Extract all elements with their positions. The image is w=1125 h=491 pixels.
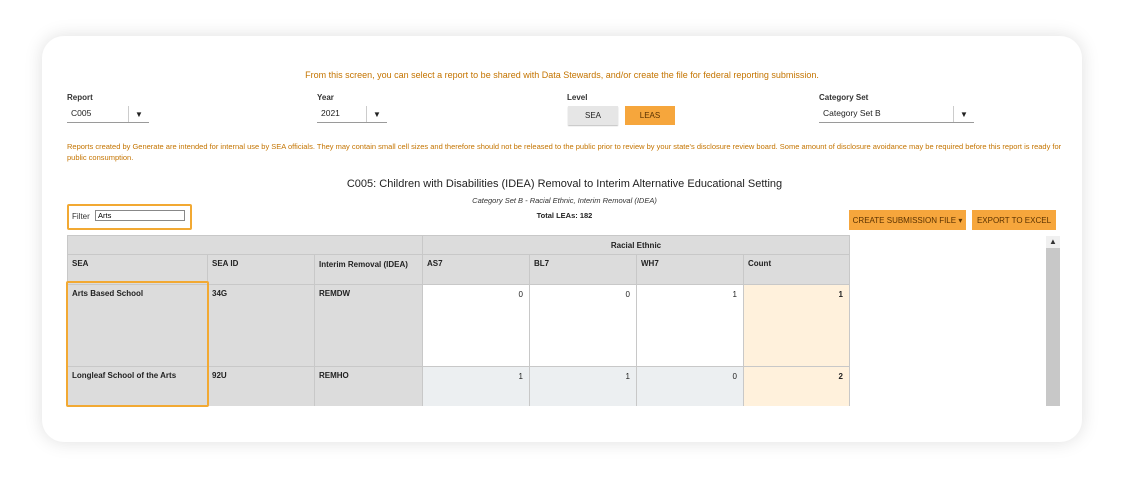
column-header-count[interactable]: Count [743, 254, 850, 284]
category-set-value: Category Set B [823, 108, 881, 118]
row-sea-name: Arts Based School [67, 284, 207, 366]
year-value: 2021 [321, 108, 340, 118]
row-wh7-value: 0 [636, 366, 743, 406]
level-leas-button[interactable]: LEAS [625, 106, 675, 125]
create-submission-label: CREATE SUBMISSION FILE [852, 215, 957, 225]
category-set-label: Category Set [819, 93, 869, 102]
category-set-select[interactable] [819, 106, 974, 123]
row-as7-value: 0 [422, 284, 529, 366]
row-bl7-value: 1 [529, 366, 636, 406]
total-count: Total LEAs: 182 [536, 211, 593, 220]
row-wh7-value: 1 [636, 284, 743, 366]
year-label: Year [317, 93, 334, 102]
year-select[interactable] [317, 106, 387, 123]
report-label: Report [67, 93, 93, 102]
report-card [42, 36, 1082, 442]
level-label: Level [567, 93, 588, 102]
report-select[interactable] [67, 106, 149, 123]
row-interim-removal: REMHO [314, 366, 422, 406]
caret-down-icon: ▾ [958, 215, 963, 225]
chevron-up-icon[interactable]: ▲ [1046, 236, 1060, 248]
table-scrollbar[interactable] [1046, 236, 1060, 406]
sea-column-highlight [66, 281, 209, 407]
row-bl7-value: 0 [529, 284, 636, 366]
row-as7-value: 1 [422, 366, 529, 406]
report-value: C005 [71, 108, 92, 118]
row-count-value: 1 [743, 284, 850, 366]
row-count-value: 2 [743, 366, 850, 406]
row-sea-name: Longleaf School of the Arts [67, 366, 207, 406]
report-subtitle: Category Set B - Racial Ethnic, Interim Removal (IDEA) [472, 196, 657, 205]
filter-input[interactable] [95, 210, 185, 221]
row-interim-removal: REMDW [314, 284, 422, 366]
create-submission-file-button[interactable] [849, 210, 966, 230]
report-notice: From this screen, you can select a report to be shared with Data Stewards, and/or create the file for federal reporting submission. [305, 70, 819, 80]
chevron-down-icon[interactable]: ▼ [953, 106, 974, 122]
chevron-down-icon[interactable]: ▼ [128, 106, 149, 122]
header-racial-ethnic: Racial Ethnic [422, 235, 850, 254]
chevron-down-icon[interactable]: ▼ [366, 106, 387, 122]
export-to-excel-button[interactable]: EXPORT TO EXCEL [972, 210, 1056, 230]
level-sea-button[interactable]: SEA [568, 106, 618, 125]
column-header-sea-id[interactable]: SEA ID [207, 254, 314, 284]
column-header-bl7[interactable]: BL7 [529, 254, 636, 284]
filter-label: Filter [72, 212, 90, 221]
disclaimer-text: Reports created by Generate are intended for internal use by SEA officials. They may contain small cell sizes and therefore should not be released to the public prior to review by your state's disclosure review board. Some amount of disclosure avoidance may be required before this report is ready for public consumption. [67, 142, 1062, 162]
column-header-sea[interactable]: SEA [67, 254, 207, 284]
column-header-as7[interactable]: AS7 [422, 254, 529, 284]
column-header-wh7[interactable]: WH7 [636, 254, 743, 284]
row-sea-id: 92U [207, 366, 314, 406]
header-spacer [67, 235, 422, 254]
filter-box [67, 204, 192, 230]
report-title: C005: Children with Disabilities (IDEA) Removal to Interim Alternative Educational Setting [346, 178, 783, 190]
row-sea-id: 34G [207, 284, 314, 366]
column-header-interim-removal[interactable]: Interim Removal (IDEA) [314, 254, 422, 284]
